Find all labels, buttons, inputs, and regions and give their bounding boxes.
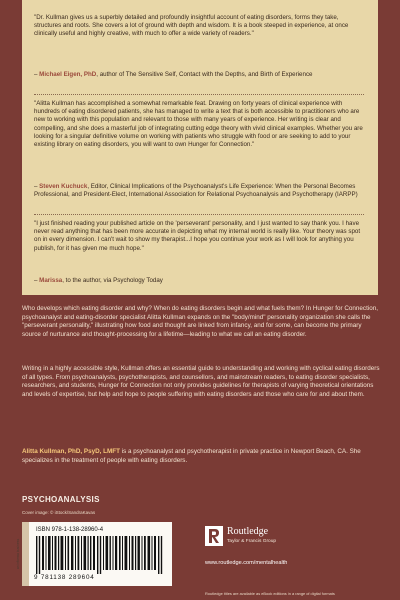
- endorsement-attribution-1: – Michael Eigen, PhD, author of The Sensitive Self, Contact with the Depths, and Birth of Experience: [34, 71, 313, 78]
- barcode-number: 9 781138 289604: [34, 574, 95, 581]
- book-description-1: Who develops which eating disorder and why? When do eating disorders begin and what fuels them? In Hunger for Connection, psychoanalyst and eating-disorder specialist Alitta Kullman expands on the "body/mind" personality organization she calls the "perseverant personality," illustrating how food and thought are linked from infancy, and for some, can become the primary source of nurturance and thought-processing for a lifetime—leading to what we call an eating disorder.: [22, 305, 378, 338]
- endorsement-quote-2: "Alitta Kullman has accomplished a somewhat remarkable feat. Drawing on forty years of clinical experience with hundreds of eating disordered patients, she has managed to write a text that is both accessible to practitioners who are new to working with this population and relevant to those with many years of experience. Her writing is clear and compelling, and she does a masterful job of integrating cutting edge theory with vivid clinical examples. Whether you are looking for a singular definitive volume on working with patients who struggle with food or are seeking to add to your existing library on eating disorders, you will want to own Hunger for Connection.": [34, 100, 363, 149]
- barcode-block: [16, 522, 172, 586]
- barcode-icon: [36, 536, 166, 574]
- publisher-url[interactable]: www.routledge.com/mentalhealth: [205, 560, 288, 566]
- endorsement-attribution-2: – Steven Kuchuck, Editor, Clinical Implications of the Psychoanalyst's Life Experience: When the Personal Becomes Professional, and President-Elect, International Association for Relational Psychoanalysis and Psychotherapy (IARPP): [34, 183, 358, 199]
- ebook-note: Routledge titles are available as eBook editions in a range of digital formats: [205, 591, 335, 596]
- divider: [34, 214, 364, 215]
- publisher-logo: [205, 524, 288, 566]
- author-bio-text: is a psychoanalyst and psychotherapist in private practice in Newport Beach, CA. She specializes in the treatment of people with eating disorders.: [22, 448, 361, 464]
- publisher-subtitle: Taylor & Francis Group: [227, 539, 277, 544]
- informa-stripe-text: an informa business: [16, 538, 21, 570]
- endorser-credentials: , to the author, via Psychology Today: [62, 277, 163, 284]
- publisher-name: Routledge: [227, 526, 269, 537]
- routledge-logo-icon: [205, 526, 223, 546]
- category-label: PSYCHOANALYSIS: [22, 495, 100, 504]
- endorser-name: Marissa: [39, 277, 63, 284]
- informa-stripe: [16, 522, 29, 586]
- endorser-name: Steven Kuchuck: [39, 183, 88, 190]
- endorser-name: Michael Eigen, PhD: [39, 71, 97, 78]
- cover-credit: Cover image: © iStock/SandraKavas: [22, 510, 96, 515]
- endorsement-quote-1: "Dr. Kullman gives us a superbly detailed and profoundly insightful account of eating disorders, forms they take, structures and roots. She covers a lot of ground with depth and wisdom. It is a book steeped in experience, at once clinically useful and highly creative, with much to offer a wide variety of readers.": [34, 14, 349, 38]
- author-name: Alitta Kullman, PhD, PsyD, LMFT: [22, 448, 120, 455]
- isbn-text: ISBN 978-1-138-28960-4: [36, 527, 104, 533]
- book-description-2: Writing in a highly accessible style, Kullman offers an essential guide to understanding and working with cyclical eating disorders of all types. From psychoanalysts, psychotherapists, and counsellors, and mainstream readers, to eating disorder specialists, researchers, and students, Hunger for Connection not only provides guidelines for therapists of varying theoretical orientations and levels of expertise, but help and hope to people suffering with eating disorders and those who care for and about them.: [22, 365, 380, 398]
- divider: [34, 94, 364, 95]
- endorsement-attribution-3: – Marissa, to the author, via Psychology Today: [34, 277, 163, 284]
- endorser-credentials: , author of The Sensitive Self, Contact with the Depths, and Birth of Experience: [96, 71, 313, 78]
- endorsement-quote-3: "I just finished reading your published article on the 'perseverant' personality, and I just wanted to say thank you. I have never read anything that has been more accurate in depicting what my internal world is really like. Your theory was spot on in every dimension. I can't wait to show my therapist...I hope you continue your work as I will look for anything you publish, for it has given me much hope.": [34, 220, 361, 252]
- endorser-credentials: , Editor, Clinical Implications of the Psychoanalyst's Life Experience: When the Personal Becomes Professional, and President-Elect, International Association for Relational Psychoanalysis and Psychotherapy (IARPP): [34, 183, 358, 199]
- author-bio: [22, 448, 380, 465]
